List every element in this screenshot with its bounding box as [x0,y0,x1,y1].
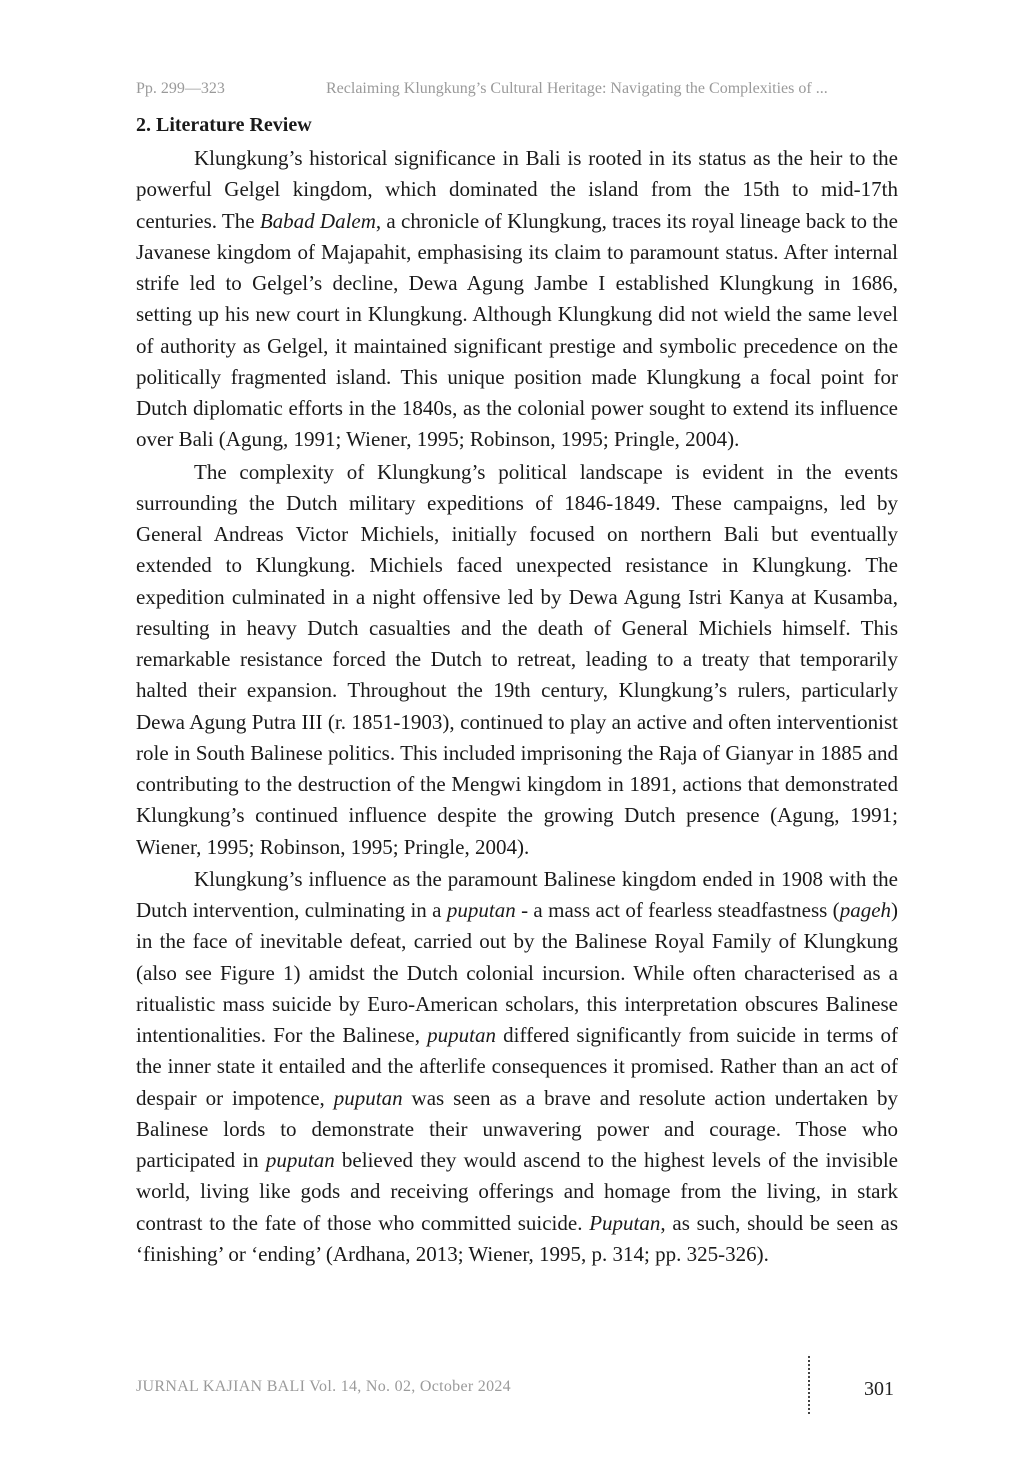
italic-term: Puputan [589,1210,661,1235]
italic-term: puputan [427,1023,496,1047]
footer-divider [808,1356,810,1414]
italic-term: Babad Dalem [259,208,376,233]
text-run: believed they would ascend to the highest levels of the invisible world, living like gods and receiving offerings and homage from the living, in stark contrast to the fate of those who committed suicide. [136,1148,898,1235]
body-text [136,143,898,1271]
italic-term: puputan [265,1148,335,1172]
text-run: - a mass act of fearless steadfastness ( [515,898,840,922]
text-run: was seen as a brave and resolute action undertaken by Balinese lords to demonstrate their unwavering power and courage. Those who participated in [136,1085,898,1172]
italic-term: puputan [333,1085,403,1110]
paragraph [136,457,898,863]
italic-term: puputan [446,898,516,922]
italic-term: pageh [839,898,892,922]
text-run: , a chronicle of Klungkung, traces its royal lineage back to the Javanese kingdom of Majapahit, emphasising its claim to paramount status. After internal strife led to Gelgel’s decline, Dewa Agung Jambe I established Klungkung in 1686, setting up his new court in Klungkung. Although Klungkung did not wield the same level of authority as Gelgel, it maintained significant prestige and symbolic precedence on the politically fragmented island. This unique position made Klungkung a focal point for Dutch diplomatic efforts in the 1840s, as the colonial power sought to extend its influence over Bali (Agung, 1991; Wiener, 1995; Robinson, 1995; Pringle, 2004). [136,208,898,452]
text-run: ) in the face of inevitable defeat, carried out by the Balinese Royal Family of Klungkung (also see Figure 1) amidst the Dutch colonial incursion. While often characterised as a ritualistic mass suicide by Euro-American scholars, this interpretation obscures Balinese intentionalities. For the Balinese, [136,898,899,1047]
page-number: 301 [864,1378,894,1400]
text-run: The complexity of Klungkung’s political landscape is evident in the events surrounding the Dutch military expeditions of 1846-1849. These campaigns, led by General Andreas Victor Michiels, initially focused on northern Bali but eventually extended to Klungkung. Michiels faced unexpected resistance in Klungkung. The expedition culminated in a night offensive led by Dewa Agung Istri Kanya at Kusamba, resulting in heavy Dutch casualties and the death of General Michiels himself. This remarkable resistance forced the Dutch to retreat, leading to a treaty that temporarily halted their expansion. Throughout the 19th century, Klungkung’s rulers, particularly Dewa Agung Putra III (r. 1851-1903), continued to play an active and often interventionist role in South Balinese politics. This included imprisoning the Raja of Gianyar in 1885 and contributing to the destruction of the Mengwi kingdom in 1891, actions that demonstrated Klungkung’s continued influence despite the growing Dutch presence (Agung, 1991; Wiener, 1995; Robinson, 1995; Pringle, 2004). [136,459,898,859]
paragraph [136,143,898,456]
text-run: Klungkung’s historical significance in Bali is rooted in its status as the heir to the powerful Gelgel kingdom, which dominated the island from the 15th to mid-17th centuries. The [136,146,898,233]
text-run: Klungkung’s influence as the paramount Balinese kingdom ended in 1908 with the Dutch intervention, culminating in a [136,866,898,922]
text-run: differed significantly from suicide in terms of the inner state it entailed and the afterlife consequences it promised. Rather than an act of despair or impotence, [136,1023,898,1110]
running-title: Reclaiming Klungkung’s Cultural Heritage: Navigating the Complexities of ... [326,80,828,97]
section-heading: 2. Literature Review [136,114,312,136]
text-run: , as such, should be seen as ‘finishing’ or ‘ending’ (Ardhana, 2013; Wiener, 1995, p. 314; pp. 325-326). [136,1210,899,1266]
page-range: Pp. 299—323 [136,80,225,97]
journal-footer: JURNAL KAJIAN BALI Vol. 14, No. 02, October 2024 [136,1378,511,1395]
paragraph [136,864,898,1270]
